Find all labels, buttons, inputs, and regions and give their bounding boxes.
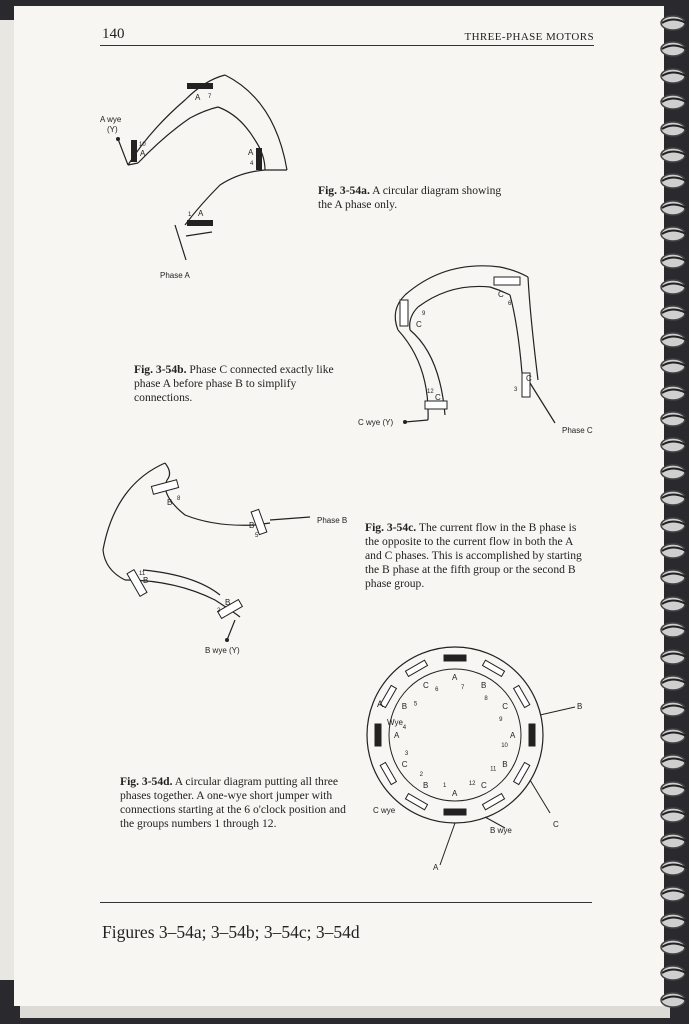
fig-d-coil-group-3: [380, 762, 396, 784]
fig-d-coil-group-2: [405, 794, 427, 810]
svg-text:A: A: [248, 148, 254, 157]
coil-group-7: [187, 83, 213, 89]
fig-d-wye-label: Wye: [387, 718, 403, 727]
fig-d-coil-groups: [375, 655, 535, 815]
fig-d-coil-group-11: [514, 762, 530, 784]
binding-coil: [659, 357, 689, 375]
fig-a-diagram: [90, 60, 310, 285]
fig-d-group-phase-2: B: [423, 781, 429, 791]
binding-coil: [659, 621, 689, 639]
fig-d-group-phase-8: B: [481, 680, 487, 690]
binding-coil: [659, 252, 689, 270]
fig-d-group-number-12: 12: [468, 781, 476, 788]
fig-d-group-number-3: 3: [404, 750, 409, 757]
fig-d-group-number-8: 8: [484, 695, 488, 702]
svg-text:8: 8: [177, 496, 181, 502]
binding-coil: [659, 885, 689, 903]
binding-coil: [659, 806, 689, 824]
svg-text:(Y): (Y): [107, 125, 118, 134]
fig-d-diagram: [355, 645, 595, 875]
fig-a-phase-label: Phase A: [160, 271, 190, 280]
fig-d-b-wye-label: B wye: [490, 826, 512, 835]
binding-coil: [659, 700, 689, 718]
binding-coil: [659, 225, 689, 243]
fig-d-group-phase-4: A: [394, 731, 400, 740]
fig-b-phase-label: Phase C: [562, 426, 593, 435]
fig-d-coil-group-12: [482, 794, 504, 810]
fig-d-coil-group-1: [444, 809, 466, 815]
coil-group-6: [494, 277, 520, 285]
svg-text:B: B: [167, 498, 173, 507]
binding-coil: [659, 964, 689, 982]
fig-d-caption: Fig. 3-54d. A circular diagram putting all three phases together. A one-wye short jumper with connections starting at the 6 o'clock position and the groups numbers 1 through 12.: [120, 775, 346, 830]
binding-coil: [659, 384, 689, 402]
fig-b-caption: Fig. 3-54b. Phase C connected exactly like phase A before phase B to simplify connections.: [134, 363, 334, 404]
binding-coil: [659, 436, 689, 454]
binding-coil: [659, 146, 689, 164]
svg-text:C: C: [498, 290, 504, 299]
running-title: THREE-PHASE MOTORS: [464, 31, 594, 43]
binding-coil: [659, 304, 689, 322]
binding-coil: [659, 199, 689, 217]
svg-text:A: A: [377, 699, 384, 709]
fig-c-caption: Fig. 3-54c. The current flow in the B phase is the opposite to the current flow in both the A and C phases. This is accomplished by starting the B phase at the fifth group or the second B phase group.: [365, 521, 582, 590]
coil-group-8: [151, 480, 178, 494]
coil-group-1: [187, 220, 213, 226]
fig-d-group-number-4: 4: [402, 725, 407, 732]
binding-coil: [659, 832, 689, 850]
svg-text:B: B: [577, 702, 583, 711]
fig-d-group-phase-10: A: [510, 731, 516, 740]
binding-coil: [659, 938, 689, 956]
binding-coil: [659, 40, 689, 58]
svg-text:9: 9: [422, 311, 426, 317]
figures-footer: Figures 3–54a; 3–54b; 3–54c; 3–54d: [102, 922, 360, 942]
svg-text:5: 5: [255, 533, 259, 539]
svg-text:2: 2: [217, 608, 221, 614]
coil-group-4: [256, 148, 262, 170]
fig-d-group-number-11: 11: [490, 766, 497, 773]
binding-coil: [659, 568, 689, 586]
binding-coil: [659, 595, 689, 613]
svg-text:10: 10: [139, 142, 146, 148]
svg-text:B: B: [225, 598, 231, 607]
fig-a-wye-label: A wye: [100, 115, 122, 124]
fig-c-wye-label: B wye (Y): [205, 646, 240, 655]
svg-text:A: A: [140, 149, 146, 158]
fig-d-group-phase-9: C: [502, 702, 509, 711]
fig-d-group-phase-1: A: [452, 789, 458, 798]
binding-coil: [659, 542, 689, 560]
svg-text:B: B: [249, 521, 255, 530]
binding-coil: [659, 912, 689, 930]
fig-d-group-number-2: 2: [419, 772, 423, 779]
svg-text:C: C: [553, 820, 559, 829]
fig-c-diagram: [95, 455, 355, 655]
fig-d-group-number-6: 6: [435, 686, 439, 693]
svg-text:12: 12: [427, 389, 434, 395]
svg-text:4: 4: [250, 161, 254, 167]
fig-d-coil-group-10: [529, 724, 535, 746]
binding-coil: [659, 93, 689, 111]
page-stack-bottom: [20, 1004, 670, 1018]
fig-d-group-phase-5: B: [401, 702, 408, 711]
binding-coil: [659, 991, 689, 1009]
binding-coil: [659, 780, 689, 798]
fig-d-group-number-5: 5: [413, 701, 418, 708]
fig-d-coil-group-7: [444, 655, 466, 661]
fig-d-group-phase-11: B: [502, 760, 508, 769]
binding-coil: [659, 859, 689, 877]
svg-text:C: C: [435, 393, 441, 402]
binding-coil: [659, 120, 689, 138]
coil-group-10: [131, 140, 137, 162]
binding-coil: [659, 727, 689, 745]
binding-coil: [659, 674, 689, 692]
binding-coil: [659, 648, 689, 666]
fig-b-wye-label: C wye (Y): [358, 418, 394, 427]
svg-text:C: C: [416, 320, 422, 329]
fig-d-group-phase-3: C: [401, 760, 408, 769]
svg-text:6: 6: [508, 301, 512, 307]
svg-text:3: 3: [514, 387, 518, 393]
fig-d-group-phase-7: A: [452, 673, 458, 682]
fig-d-group-number-1: 1: [443, 783, 447, 790]
binding-coil: [659, 463, 689, 481]
fig-d-group-number-9: 9: [499, 717, 503, 724]
fig-d-coil-group-6: [405, 660, 427, 676]
fig-d-coil-group-4: [375, 724, 381, 746]
fig-d-group-number-7: 7: [460, 684, 465, 691]
svg-text:A: A: [433, 863, 439, 872]
fig-d-c-wye-label: C wye: [373, 806, 396, 815]
svg-text:C: C: [526, 374, 532, 383]
header-rule: [100, 45, 594, 46]
binding-coil: [659, 489, 689, 507]
coil-group-9: [400, 300, 408, 326]
fig-d-coil-group-8: [482, 660, 504, 676]
binding-coil: [659, 331, 689, 349]
coil-group-12: [425, 401, 447, 409]
svg-text:1: 1: [188, 212, 192, 218]
footer-rule: [100, 902, 592, 903]
fig-d-group-number-10: 10: [501, 742, 508, 749]
page-number: 140: [102, 26, 125, 42]
binding-coil: [659, 753, 689, 771]
binding-coil: [659, 67, 689, 85]
binding-coil: [659, 172, 689, 190]
svg-text:11: 11: [139, 571, 146, 577]
binding-coil: [659, 516, 689, 534]
fig-b-diagram: [350, 255, 600, 435]
binding-coil: [659, 410, 689, 428]
fig-d-group-phase-12: C: [481, 781, 487, 791]
fig-a-caption: Fig. 3-54a. A circular diagram showing the A phase only.: [318, 184, 502, 211]
svg-text:A: A: [195, 93, 201, 102]
binding-coil: [659, 14, 689, 32]
fig-c-phase-label: Phase B: [317, 516, 348, 525]
svg-text:7: 7: [208, 94, 212, 100]
fig-d-coil-group-9: [514, 685, 530, 707]
binding-coil: [659, 278, 689, 296]
svg-text:A: A: [198, 209, 204, 218]
fig-d-group-phase-6: C: [423, 680, 429, 690]
svg-text:B: B: [143, 576, 149, 585]
